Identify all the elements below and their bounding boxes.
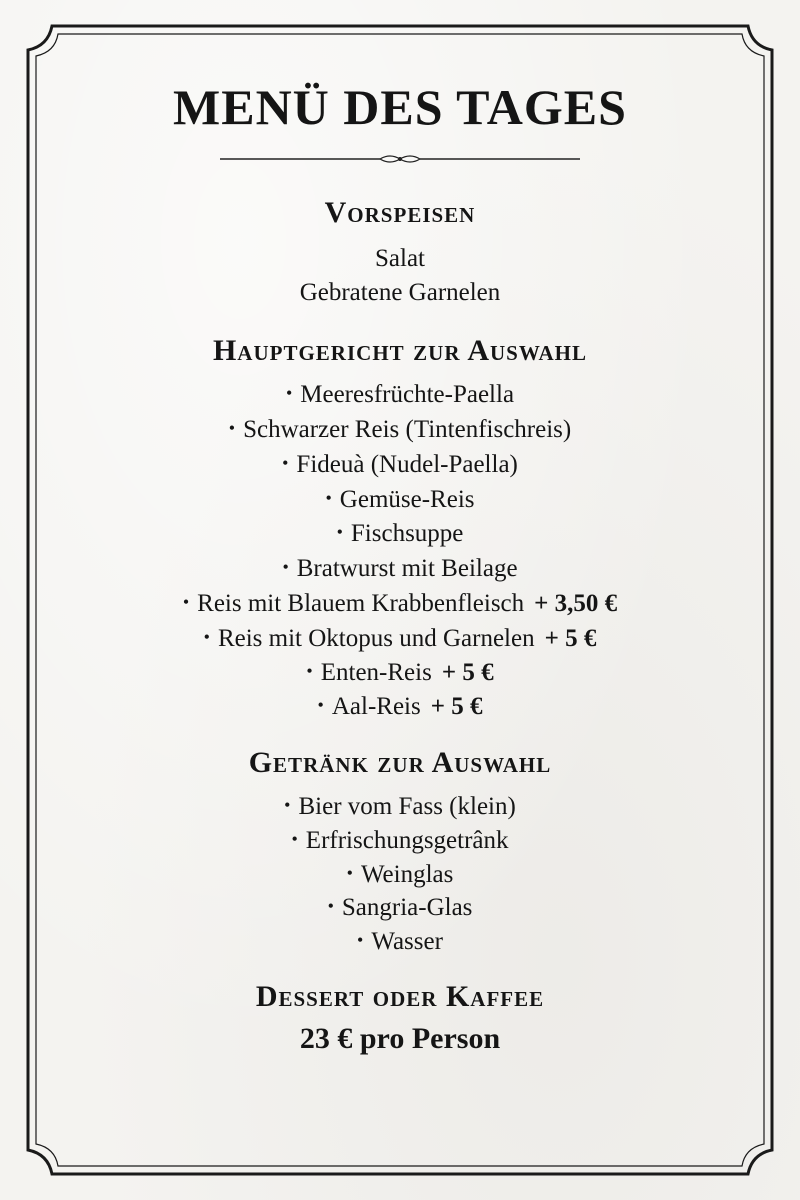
surcharge: + 5 € [441,659,494,686]
starter-item: Gebratene Garnelen [299,279,501,306]
drink-item: • Bier vom Fass (klein) [284,793,516,820]
page-title: MENÜ DES TAGES [173,79,627,135]
price-per-person: 23 € pro Person [299,1022,501,1055]
surcharge: + 5 € [544,625,597,652]
main-item: • Aal-Reis + 5 € [317,693,483,720]
main-item: • Reis mit Oktopus und Garnelen + 5 € [203,625,597,652]
drink-item: • Sangria-Glas [327,894,473,921]
surcharge: + 3,50 € [534,590,618,617]
main-item: • Meeresfrüchte-Paella [285,381,515,408]
surcharge: + 5 € [430,693,483,720]
title-divider [220,150,580,170]
main-item: • Gemüse-Reis [325,486,475,513]
main-item: • Bratwurst mit Beilage [282,555,518,582]
drink-item: • Wasser [357,928,443,955]
section-heading-mains: Hauptgericht zur Auswahl [212,334,588,367]
main-item: • Reis mit Blauem Krabbenfleisch + 3,50 € [182,590,618,617]
section-heading-drinks: Getränk zur Auswahl [248,746,552,779]
main-item: • Fideuà (Nudel-Paella) [282,451,518,478]
section-heading-dessert: Dessert oder Kaffee [255,980,545,1013]
main-item: • Schwarzer Reis (Tintenfischreis) [228,416,572,443]
drink-item: • Erfrischungsgetrânk [291,827,509,854]
section-heading-starters: Vorspeisen [324,196,476,229]
drink-item: • Weinglas [346,861,454,888]
main-item: • Enten-Reis + 5 € [306,659,494,686]
starter-item: Salat [375,245,425,272]
main-item: • Fischsuppe [336,520,464,547]
